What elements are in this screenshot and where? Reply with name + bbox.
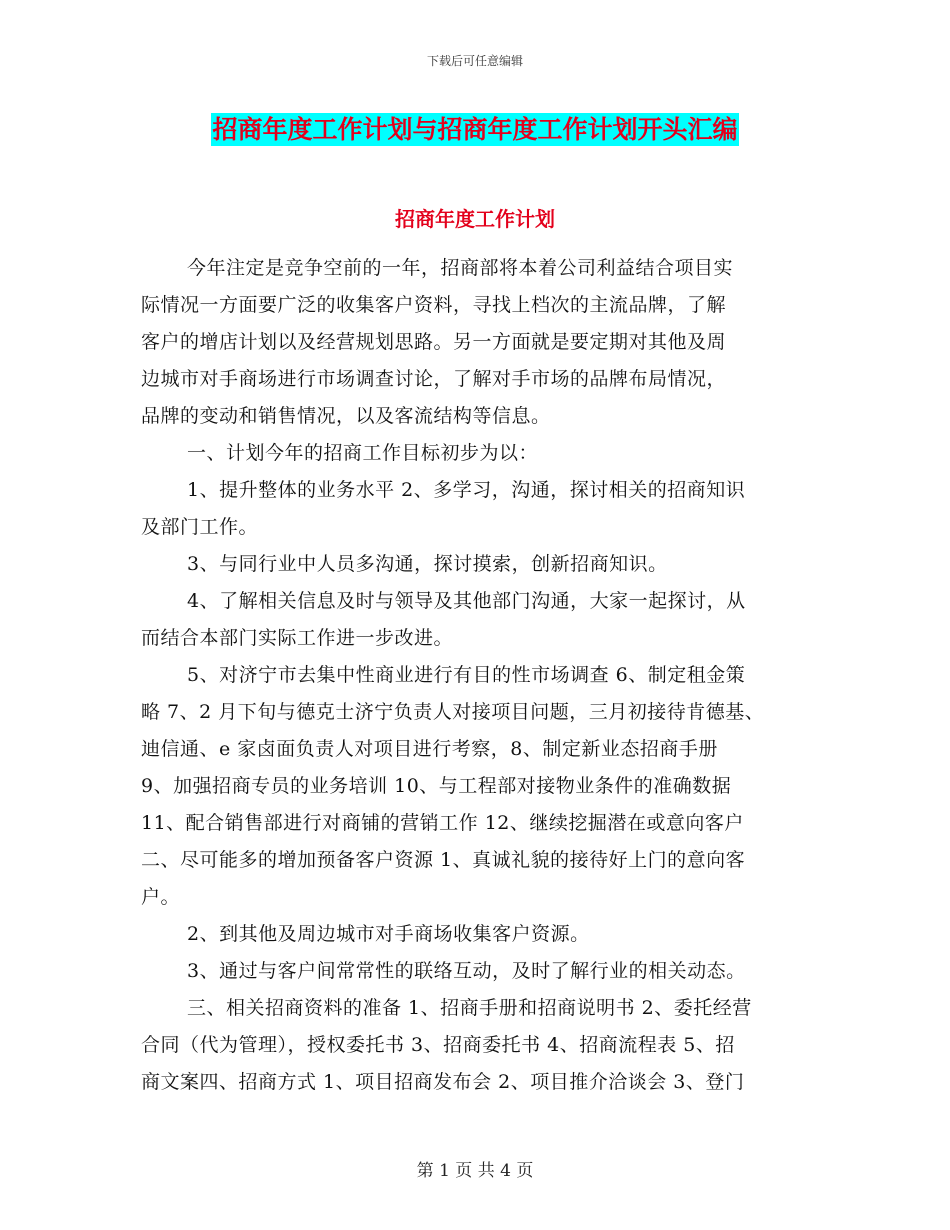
paragraph-line: 品牌的变动和销售情况，以及客流结构等信息。 <box>141 405 551 427</box>
section-title: 招商年度工作计划 <box>395 207 555 231</box>
paragraph-line: 际情况一方面要广泛的收集客户资料，寻找上档次的主流品牌，了解 <box>141 294 727 316</box>
paragraph-line: 9、加强招商专员的业务培训 10、与工程部对接物业条件的准确数据 <box>141 775 732 797</box>
paragraph-line: 2、到其他及周边城市对手商场收集客户资源。 <box>187 923 590 945</box>
paragraph-line: 户。 <box>141 886 181 908</box>
paragraph-line: 3、通过与客户间常常性的联络互动，及时了解行业的相关动态。 <box>187 960 746 982</box>
paragraph-line: 5、对济宁市去集中性商业进行有目的性市场调查 6、制定租金策 <box>187 664 746 686</box>
document-title: 招商年度工作计划与招商年度工作计划开头汇编 <box>212 115 738 144</box>
document-title-container <box>0 113 950 146</box>
page-number: 第 1 页 共 4 页 <box>416 1161 534 1181</box>
paragraph-line: 11、配合销售部进行对商铺的营销工作 12、继续挖掘潜在或意向客户 <box>141 812 744 834</box>
paragraph-line: 一、计划今年的招商工作目标初步为以： <box>187 442 539 464</box>
paragraph-line: 合同（代为管理），授权委托书 3、招商委托书 4、招商流程表 5、招 <box>141 1034 735 1056</box>
paragraph-line: 而结合本部门实际工作进一步改进。 <box>141 627 454 649</box>
paragraph-line: 二、尽可能多的增加预备客户资源 1、真诚礼貌的接待好上门的意向客 <box>141 849 746 871</box>
paragraph-line: 商文案四、招商方式 1、项目招商发布会 2、项目推介洽谈会 3、登门 <box>141 1071 745 1093</box>
document-body <box>141 250 811 1101</box>
paragraph-line: 略 7、2 月下旬与德克士济宁负责人对接项目问题，三月初接待肯德基、 <box>141 701 765 723</box>
paragraph-line: 3、与同行业中人员多沟通，探讨摸索，创新招商知识。 <box>187 553 668 575</box>
paragraph-line: 迪信通、e 家卤面负责人对项目进行考察，8、制定新业态招商手册 <box>141 738 718 760</box>
paragraph-line: 1、提升整体的业务水平 2、多学习，沟通，探讨相关的招商知识 <box>187 479 746 501</box>
paragraph-line: 4、了解相关信息及时与领导及其他部门沟通，大家一起探讨，从 <box>187 590 746 612</box>
page-header-note: 下载后可任意编辑 <box>426 54 523 68</box>
paragraph-line: 客户的增店计划以及经营规划思路。另一方面就是要定期对其他及周 <box>141 331 727 353</box>
paragraph-line: 边城市对手商场进行市场调查讨论，了解对手市场的品牌布局情况， <box>141 368 727 390</box>
paragraph-line: 三、相关招商资料的准备 1、招商手册和招商说明书 2、委托经营 <box>187 997 752 1019</box>
paragraph-line: 及部门工作。 <box>141 516 259 538</box>
paragraph-line: 今年注定是竞争空前的一年，招商部将本着公司利益结合项目实 <box>187 257 734 279</box>
